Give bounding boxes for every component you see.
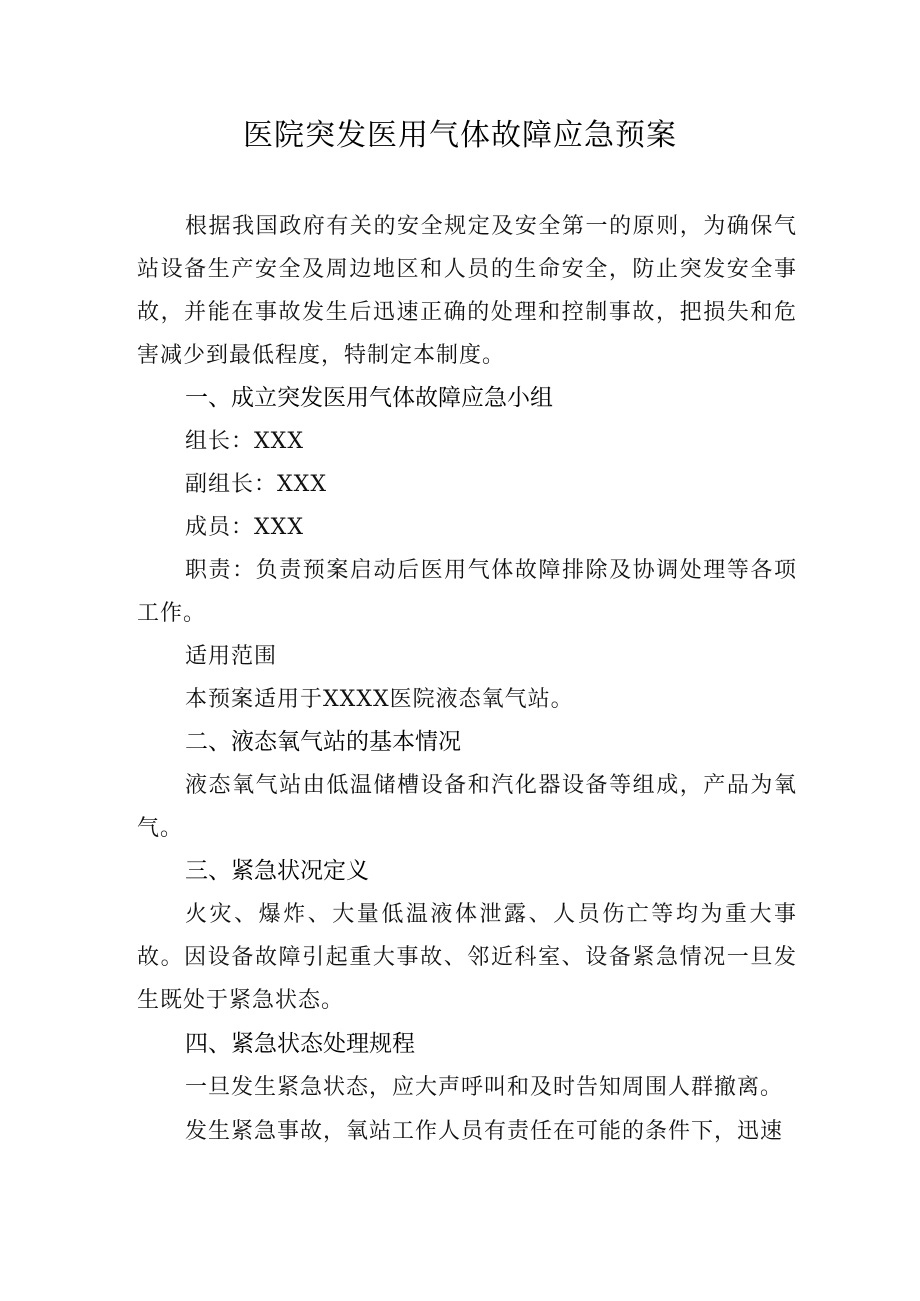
section-3-paragraph: 火灾、爆炸、大量低温液体泄露、人员伤亡等均为重大事故。因设备故障引起重大事故、邻近科室、设备紧急情况一旦发生既处于紧急状态。 <box>137 902 797 1013</box>
document-title: 医院突发医用气体故障应急预案 <box>243 118 677 153</box>
intro-paragraph: 根据我国政府有关的安全规定及安全第一的原则，为确保气站设备生产安全及周边地区和人员的生命安全，防止突发安全事故，并能在事故发生后迅速正确的处理和控制事故，把损失和危害减少到最低程度，特制定本制度。 <box>137 214 797 368</box>
section-3-heading: 三、紧急状况定义 <box>185 858 369 884</box>
section-1-heading: 一、成立突发医用气体故障应急小组 <box>185 385 553 411</box>
leader-line: 组长：XXX <box>185 429 304 454</box>
members-line: 成员：XXX <box>185 515 304 540</box>
section-4-paragraph-2: 发生紧急事故，氧站工作人员有责任在可能的条件下，迅速 <box>185 1119 784 1144</box>
section-2-heading: 二、液态氧气站的基本情况 <box>185 729 461 755</box>
duty-paragraph: 职责：负责预案启动后医用气体故障排除及协调处理等各项工作。 <box>137 558 797 626</box>
scope-text: 本预案适用于XXXX医院液态氧气站。 <box>185 687 574 712</box>
section-2-paragraph: 液态氧气站由低温储槽设备和汽化器设备等组成，产品为氧气。 <box>137 773 797 841</box>
section-4-heading: 四、紧急状态处理规程 <box>185 1031 415 1057</box>
deputy-leader-line: 副组长：XXX <box>185 472 327 497</box>
section-4-paragraph-1: 一旦发生紧急状态，应大声呼叫和及时告知周围人群撤离。 <box>185 1075 784 1100</box>
scope-label: 适用范围 <box>185 644 278 669</box>
